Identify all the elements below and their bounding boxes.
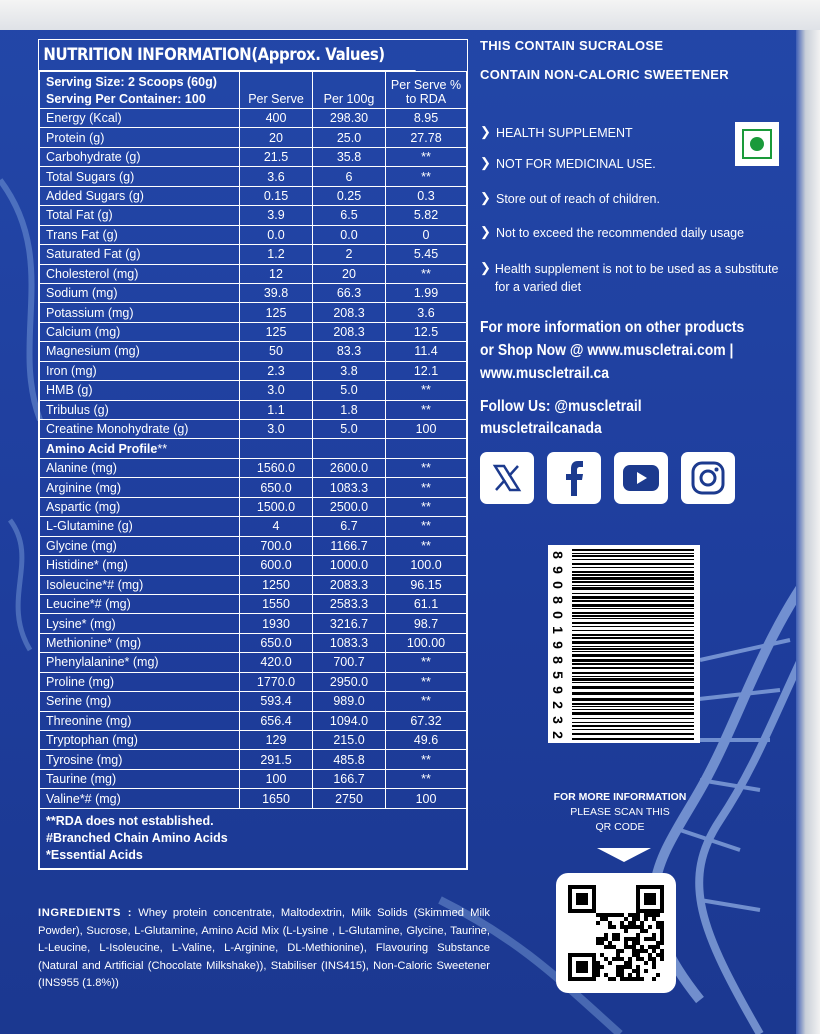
rda-value: 67.32 [386,711,467,730]
per-serve-value: 20 [240,128,313,147]
per-100g-value: 2750 [313,789,386,808]
bullet-not-medicinal [480,155,656,173]
table-row [40,128,467,147]
table-header-row [40,72,467,109]
top-silver-strip [0,0,820,30]
chevron-right-icon: ❯ [480,124,491,139]
bullet-text: Health supplement is not to be used as a substitute for a varied diet [494,262,779,294]
per-100g-value: 6.7 [313,517,386,536]
per-serve-value: 0.0 [240,225,313,244]
chevron-right-icon: ❯ [480,224,491,239]
nutrient-name: Calcium (mg) [40,322,240,341]
per-serve-value: 129 [240,731,313,750]
bullet-text: Not to exceed the recommended daily usage [496,226,745,240]
barcode-digit: 0 [550,581,566,589]
table-row [40,517,467,536]
nutrient-name: Tryptophan (mg) [40,731,240,750]
table-row [40,283,467,302]
barcode-digit: 5 [550,671,566,679]
per-serve-value: 1.2 [240,245,313,264]
more-info-text: For more information on other products or Shop Now @ www.muscletrai.com | www.muscletrail.ca [480,319,745,382]
bullet-health-supplement [480,124,633,142]
bullet-text: Store out of reach of children. [496,192,660,206]
qr-code-pattern [556,873,676,993]
nutrition-panel [38,39,468,870]
per-100g-value: 208.3 [313,322,386,341]
nutrient-name: Tyrosine (mg) [40,750,240,769]
serving-info [40,72,240,109]
table-row [40,711,467,730]
table-row [40,614,467,633]
rda-value: 1.99 [386,283,467,302]
per-100g-value: 3216.7 [313,614,386,633]
per-serve-value: 1650 [240,789,313,808]
table-row [40,264,467,283]
bullet-text: HEALTH SUPPLEMENT [496,126,633,140]
table-row [40,497,467,516]
per-100g-value: 298.30 [313,109,386,128]
table-row [40,206,467,225]
rda-value: 11.4 [386,342,467,361]
per-100g-value: 25.0 [313,128,386,147]
note-essential: *Essential Acids [46,847,143,862]
nutrient-name: Total Fat (g) [40,206,240,225]
note-bcaa: #Branched Chain Amino Acids [46,830,228,845]
nutrient-name: Protein (g) [40,128,240,147]
table-row [40,575,467,594]
per-serve-value: 1560.0 [240,458,313,477]
per-serve-value: 1500.0 [240,497,313,516]
per-100g-value: 2083.3 [313,575,386,594]
bullet-substitute [480,260,790,296]
barcode-digit: 8 [550,551,566,559]
table-row [40,167,467,186]
nutrient-name: Alanine (mg) [40,458,240,477]
table-row [40,769,467,788]
rda-value: ** [386,536,467,555]
table-row [40,556,467,575]
per-100g-value: 1166.7 [313,536,386,555]
per-serve-value: 291.5 [240,750,313,769]
per-100g-value: 989.0 [313,692,386,711]
nutrient-name: Sodium (mg) [40,283,240,302]
per-serve-value: 700.0 [240,536,313,555]
rda-value: 0 [386,225,467,244]
nutrient-name: Histidine* (mg) [40,556,240,575]
per-serve-value: 12 [240,264,313,283]
rda-value: ** [386,400,467,419]
col-per-serve: Per Serve [240,72,313,109]
rda-value: 5.45 [386,245,467,264]
per-100g-value: 0.0 [313,225,386,244]
arrow-down-icon [597,848,651,862]
table-row [40,536,467,555]
table-row [40,147,467,166]
chevron-right-icon: ❯ [480,190,491,205]
rda-value: ** [386,750,467,769]
follow-line-1: Follow Us: @muscletrail [480,398,642,415]
amino-profile-row [40,439,467,458]
rda-value: 100.00 [386,633,467,652]
nutrient-name: Aspartic (mg) [40,497,240,516]
rda-value: ** [386,653,467,672]
nutrient-name: Iron (mg) [40,361,240,380]
rda-value: ** [386,517,467,536]
nutrient-name: Saturated Fat (g) [40,245,240,264]
nutrient-name: Creatine Monohydrate (g) [40,420,240,439]
nutrient-name: Phenylalanine* (mg) [40,653,240,672]
col-per-100g: Per 100g [313,72,386,109]
table-row [40,225,467,244]
ingredients-text: Whey protein concentrate, Maltodextrin, Milk Solids (Skimmed Milk Powder), Sucrose, L-Glutamine, Amino Acid Mix (L-Lysine , L-Glutamine, Glycine, Taurine, L-Leucine, L-Isoleucine, L-Valine, L-Arginine, DL-Methionine), Flavouring Substance (Natural and Artificial (Chocolate Milkshake)), Stabiliser (INS415), Non-Caloric Sweetener (INS955 (1.8%)) [38,907,491,989]
rda-value: 12.1 [386,361,467,380]
per-serve-value: 600.0 [240,556,313,575]
barcode-digit: 0 [550,611,566,619]
per-serve-value: 125 [240,303,313,322]
scan-line-1: FOR MORE INFORMATION [553,791,687,803]
per-100g-value: 3.8 [313,361,386,380]
table-row [40,672,467,691]
rda-value: ** [386,381,467,400]
barcode-digit: 1 [550,626,566,634]
per-100g-value: 0.25 [313,186,386,205]
per-100g-value: 66.3 [313,283,386,302]
table-row [40,478,467,497]
rda-value: 100 [386,420,467,439]
amino-profile-text: Amino Acid Profile [46,441,158,456]
amino-profile-label [40,439,240,458]
per-serve-value: 39.8 [240,283,313,302]
per-100g-value: 83.3 [313,342,386,361]
silver-edge [796,0,820,1034]
rda-value: 3.6 [386,303,467,322]
col-rda [386,72,467,109]
nutrient-name: Tribulus (g) [40,400,240,419]
barcode-digit: 9 [550,686,566,694]
notes [40,808,467,868]
ingredients [38,905,490,993]
per-serve-value: 2.3 [240,361,313,380]
barcode-bars [568,545,698,743]
rda-value: 61.1 [386,594,467,613]
rda-value: ** [386,497,467,516]
per-100g-value: 215.0 [313,731,386,750]
follow-us [480,396,642,440]
table-row [40,186,467,205]
per-serve-value: 593.4 [240,692,313,711]
barcode-digit: 2 [550,731,566,739]
barcode-digit: 3 [550,716,566,724]
scan-line-2: PLEASE SCAN THIS [570,806,670,818]
per-serve-value: 21.5 [240,147,313,166]
nutrient-name: Added Sugars (g) [40,186,240,205]
rda-value: 12.5 [386,322,467,341]
scan-instructions [540,790,700,835]
per-serve-value: 3.6 [240,167,313,186]
chevron-right-icon: ❯ [480,155,491,170]
rda-value: 96.15 [386,575,467,594]
serving-per-container: Serving Per Container: 100 [46,92,206,106]
rda-value: ** [386,769,467,788]
per-100g-value: 700.7 [313,653,386,672]
rda-value: 27.78 [386,128,467,147]
per-100g-value: 35.8 [313,147,386,166]
sucralose-notice: THIS CONTAIN SUCRALOSE [480,38,664,53]
nutrient-name: Taurine (mg) [40,769,240,788]
per-100g-value: 20 [313,264,386,283]
rda-value: ** [386,264,467,283]
table-row [40,400,467,419]
barcode-digit: 8 [550,656,566,664]
table-row [40,653,467,672]
youtube-icon[interactable] [614,452,668,504]
nutrient-name: Lysine* (mg) [40,614,240,633]
table-row [40,420,467,439]
table-row [40,109,467,128]
per-serve-value: 1930 [240,614,313,633]
chevron-right-icon: ❯ [480,260,491,275]
nutrient-name: Threonine (mg) [40,711,240,730]
table-row [40,245,467,264]
per-100g-value: 1083.3 [313,478,386,497]
bullet-usage [480,224,744,242]
serving-size: Serving Size: 2 Scoops (60g) [46,75,217,89]
rda-value: 5.82 [386,206,467,225]
table-row [40,361,467,380]
per-100g-value: 1083.3 [313,633,386,652]
rda-value: 49.6 [386,731,467,750]
nutrient-name: Isoleucine*# (mg) [40,575,240,594]
barcode-digit: 8 [550,596,566,604]
nutrient-name: Methionine* (mg) [40,633,240,652]
x-icon[interactable] [480,452,534,504]
per-serve-value: 650.0 [240,478,313,497]
table-row [40,322,467,341]
facebook-icon[interactable] [547,452,601,504]
rda-value: 8.95 [386,109,467,128]
qr-code[interactable] [556,873,676,993]
per-serve-value: 400 [240,109,313,128]
per-serve-value: 650.0 [240,633,313,652]
per-100g-value: 2 [313,245,386,264]
col-rda-line1: Per Serve % [390,78,462,92]
amino-profile-suffix: ** [157,441,168,456]
rda-value: ** [386,692,467,711]
rda-value: ** [386,167,467,186]
non-caloric-notice: CONTAIN NON-CALORIC SWEETENER [480,67,729,82]
rda-value: 98.7 [386,614,467,633]
nutrient-name: Proline (mg) [40,672,240,691]
nutrient-name: Arginine (mg) [40,478,240,497]
nutrient-name: Trans Fat (g) [40,225,240,244]
table-row [40,692,467,711]
instagram-icon[interactable] [681,452,735,504]
rda-value: ** [386,458,467,477]
per-100g-value: 2583.3 [313,594,386,613]
per-serve-value: 656.4 [240,711,313,730]
table-row [40,789,467,808]
veg-symbol-icon [735,122,779,166]
table-row [40,594,467,613]
rda-value: ** [386,478,467,497]
nutrient-name: L-Glutamine (g) [40,517,240,536]
nutrient-name: Energy (Kcal) [40,109,240,128]
table-row [40,381,467,400]
per-serve-value: 1.1 [240,400,313,419]
per-serve-value: 1250 [240,575,313,594]
per-100g-value: 485.8 [313,750,386,769]
table-row [40,303,467,322]
per-serve-value: 3.9 [240,206,313,225]
follow-line-2: muscletrailcanada [480,420,602,437]
nutrient-name: Cholesterol (mg) [40,264,240,283]
per-100g-value: 208.3 [313,303,386,322]
nutrient-name: Magnesium (mg) [40,342,240,361]
rda-value: 100.0 [386,556,467,575]
rda-value: ** [386,147,467,166]
rda-value: ** [386,672,467,691]
nutrient-name: Serine (mg) [40,692,240,711]
per-serve-value: 3.0 [240,420,313,439]
table-row [40,750,467,769]
per-serve-value: 125 [240,322,313,341]
barcode-digit: 2 [550,701,566,709]
per-serve-value: 420.0 [240,653,313,672]
per-100g-value: 1.8 [313,400,386,419]
barcode-digits [550,545,566,743]
per-serve-value: 1550 [240,594,313,613]
nutrient-name: Valine*# (mg) [40,789,240,808]
barcode [548,545,700,743]
per-serve-value: 4 [240,517,313,536]
ingredients-label: INGREDIENTS : [38,907,133,919]
nutrient-name: HMB (g) [40,381,240,400]
per-serve-value: 1770.0 [240,672,313,691]
table-row [40,342,467,361]
rda-value: 100 [386,789,467,808]
barcode-digit: 9 [550,641,566,649]
notes-row [40,808,467,868]
per-serve-value: 50 [240,342,313,361]
per-100g-value: 5.0 [313,381,386,400]
per-100g-value: 6 [313,167,386,186]
nutrient-name: Total Sugars (g) [40,167,240,186]
per-100g-value: 6.5 [313,206,386,225]
nutrient-name: Carbohydrate (g) [40,147,240,166]
table-row [40,731,467,750]
nutrient-name: Glycine (mg) [40,536,240,555]
scan-line-3: QR CODE [595,821,645,833]
per-serve-value: 0.15 [240,186,313,205]
per-100g-value: 2950.0 [313,672,386,691]
note-rda: **RDA does not established. [46,813,214,828]
table-row [40,633,467,652]
per-100g-value: 166.7 [313,769,386,788]
per-serve-value: 100 [240,769,313,788]
per-100g-value: 5.0 [313,420,386,439]
per-100g-value: 2500.0 [313,497,386,516]
per-serve-value: 3.0 [240,381,313,400]
nutrient-name: Leucine*# (mg) [40,594,240,613]
nutrient-name: Potassium (mg) [40,303,240,322]
rda-value: 0.3 [386,186,467,205]
per-100g-value: 1000.0 [313,556,386,575]
per-100g-value: 2600.0 [313,458,386,477]
barcode-digit: 9 [550,566,566,574]
col-rda-line2: to RDA [405,92,447,106]
nutrition-title: NUTRITION INFORMATION(Approx. Values) [39,40,416,71]
nutrition-table [39,71,467,869]
bullet-text: NOT FOR MEDICINAL USE. [496,157,656,171]
per-100g-value: 1094.0 [313,711,386,730]
bullet-store [480,190,660,208]
table-row [40,458,467,477]
